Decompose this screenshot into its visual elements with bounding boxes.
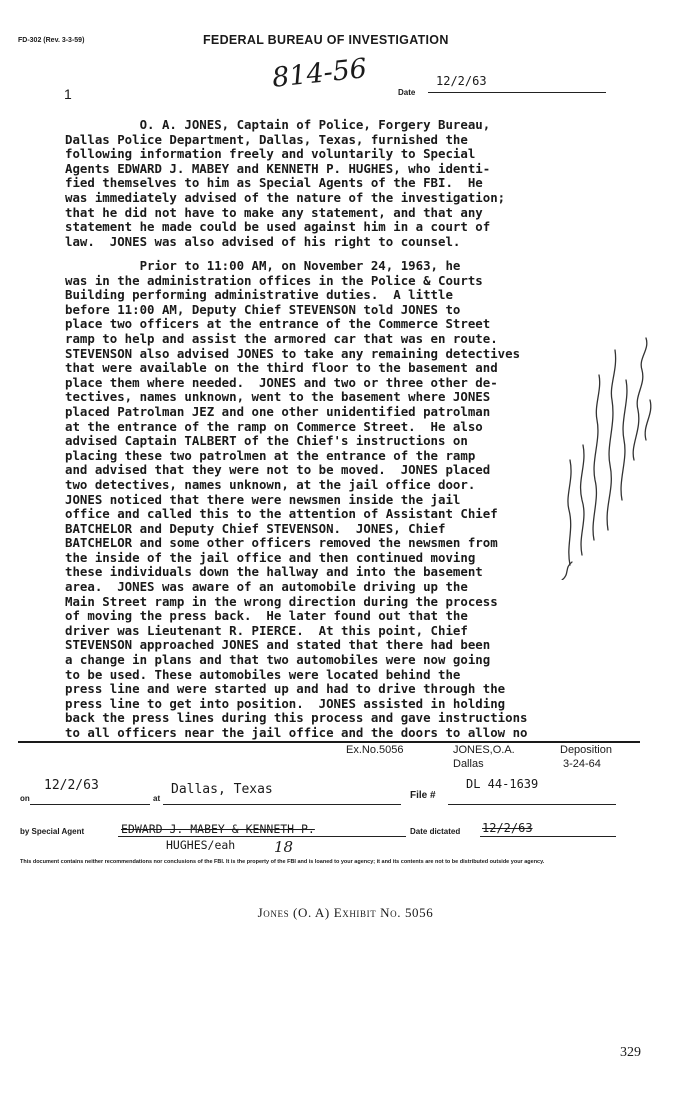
at-underline (163, 804, 401, 805)
text-line: advised Captain TALBERT of the Chief's instructions on (65, 433, 468, 449)
text-line: and advised that they were not to be moved. JONES placed (65, 462, 491, 478)
bureau-title: FEDERAL BUREAU OF INVESTIGATION (203, 33, 449, 47)
text-line: these individuals down the hallway and into the basement (65, 564, 483, 580)
text-line: to all officers near the jail office and the doors to allow no (65, 725, 528, 740)
on-underline (30, 804, 150, 805)
text-line: following information freely and voluntarily to Special (65, 146, 476, 162)
text-line: Main Street ramp in the wrong direction during the process (65, 593, 498, 609)
exhibit-city: Dallas (453, 758, 484, 770)
file-label: File # (410, 790, 436, 801)
disclaimer: This document contains neither recommendations nor conclusions of the FBI. It is the property of the FBI and is loaned to your agency; it and its contents are not to be distributed outside your agency. (20, 859, 545, 865)
text-line: Building performing administrative duties. A little (65, 287, 453, 303)
text-line: Prior to 11:00 AM, on November 24, 1963, he (65, 258, 461, 273)
text-line: placed Patrolman JEZ and one other unidentified patrolman (65, 403, 491, 419)
text-line: Agents EDWARD J. MABEY and KENNETH P. HUGHES, who identi- (65, 160, 491, 176)
exhibit-name: JONES,O.A. (453, 744, 515, 756)
text-line: BATCHELOR and some other officers removed the newsmen from (65, 535, 498, 551)
agent-underline (118, 836, 406, 837)
text-line: office and called this to the attention of Assistant Chief (65, 506, 498, 522)
text-line: that were available on the third floor to the basement and (65, 360, 498, 376)
exhibit-caption: Jones (O. A) Exhibit No. 5056 (257, 905, 434, 920)
text-line: fied themselves to him as Special Agents of the FBI. He (65, 175, 483, 191)
text-line: placing these two patrolmen at the entrance of the ramp (65, 447, 476, 463)
handwritten-mark: 18 (274, 838, 294, 856)
text-line: BATCHELOR and Deputy Chief STEVENSON. JONES, Chief (65, 520, 446, 536)
text-line: STEVENSON also advised JONES to take any remaining detectives (65, 345, 521, 361)
text-line: the inside of the jail office and then continued moving (65, 549, 476, 565)
text-line: at the entrance of the ramp on Commerce Street. He also (65, 418, 483, 434)
handwritten-number: 814-56 (270, 53, 369, 94)
text-line: place two officers at the entrance of the Commerce Street (65, 316, 491, 332)
exhibit-type: Deposition (560, 744, 612, 756)
file-underline (448, 804, 616, 805)
agent-value-continued: HUGHES/eah (166, 838, 236, 852)
text-line: before 11:00 AM, Deputy Chief STEVENSON told JONES to (65, 301, 461, 317)
text-line: of moving the press back. He later found out that the (65, 608, 468, 624)
dictated-label: Date dictated (410, 827, 461, 836)
text-line: JONES noticed that there were newsmen inside the jail (65, 491, 461, 507)
dictated-underline (480, 836, 616, 837)
text-line: back the press lines during this process and gave instructions (65, 710, 528, 726)
on-label: on (20, 794, 30, 803)
exhibit-date: 3-24-64 (563, 758, 601, 770)
text-line: press line to get into position. JONES assisted in holding (65, 695, 506, 711)
file-value: DL 44-1639 (466, 777, 539, 791)
text-line: ramp to help and assist the armored car that was en route. (65, 330, 498, 346)
on-value: 12/2/63 (44, 778, 99, 793)
date-value: 12/2/63 (436, 74, 487, 88)
paragraph-2 (65, 259, 605, 741)
text-line: statement he made could be used against him in a court of (65, 219, 491, 235)
text-line: place them where needed. JONES and two or three other de- (65, 374, 498, 390)
text-line: was in the administration offices in the Police & Courts (65, 272, 483, 288)
dictated-value: 12/2/63 (482, 821, 533, 835)
date-label: Date (398, 88, 416, 97)
text-line: area. JONES was aware of an automobile driving up the (65, 579, 468, 595)
text-line: STEVENSON approached JONES and stated that there had been (65, 637, 491, 653)
text-line: driver was Lieutenant R. PIERCE. At this point, Chief (65, 622, 468, 638)
exhibit-number: Ex.No.5056 (346, 744, 404, 756)
form-number: FD-302 (Rev. 3-3-59) (18, 37, 85, 44)
at-label: at (153, 794, 161, 803)
margin-handwriting-signature (560, 330, 660, 580)
date-underline (428, 92, 606, 93)
paragraph-1 (65, 118, 605, 249)
agent-label: by Special Agent (20, 827, 85, 836)
text-line: two detectives, names unknown, at the jail office door. (65, 476, 476, 492)
text-line: to be used. These automobiles were located behind the (65, 666, 461, 682)
text-line: law. JONES was also advised of his right to counsel. (65, 233, 461, 249)
page-footer-number: 329 (620, 1045, 641, 1060)
at-value: Dallas, Texas (171, 782, 273, 797)
section-rule (18, 741, 640, 743)
text-line: Dallas Police Department, Dallas, Texas, furnished the (65, 131, 468, 147)
agent-value: EDWARD J. MABEY & KENNETH P. (121, 822, 315, 836)
text-line: press line and were started up and had to drive through the (65, 681, 506, 697)
text-line: a change in plans and that two automobiles were now going (65, 652, 491, 668)
page-number: 1 (64, 86, 72, 102)
text-line: tectives, names unknown, went to the basement where JONES (65, 389, 491, 405)
text-line: was immediately advised of the nature of the investigation; (65, 189, 506, 205)
text-line: that he did not have to make any statement, and that any (65, 204, 483, 220)
text-line: O. A. JONES, Captain of Police, Forgery Bureau, (65, 117, 491, 132)
